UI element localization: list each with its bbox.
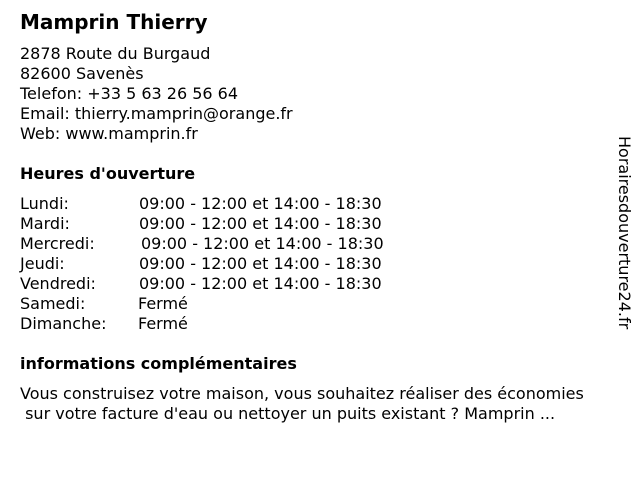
day-label: Lundi: <box>20 194 69 213</box>
hours-row-lundi <box>20 194 580 214</box>
site-watermark: Horairesdouverture24.fr <box>615 136 634 330</box>
hours-row-dimanche <box>20 314 580 334</box>
closed-label: Fermé <box>138 314 188 333</box>
day-label: Vendredi: <box>20 274 96 293</box>
day-label: Mercredi: <box>20 234 95 253</box>
day-label: Jeudi: <box>20 254 65 273</box>
info-heading: informations complémentaires <box>20 354 297 373</box>
description-line: sur votre facture d'eau ou nettoyer un puits existant ? Mamprin ... <box>20 404 556 423</box>
email-address: Email: thierry.mamprin@orange.fr <box>20 104 293 123</box>
phone-number: Telefon: +33 5 63 26 56 64 <box>20 84 239 103</box>
info-description <box>20 384 584 424</box>
day-label: Samedi: <box>20 294 86 313</box>
day-label: Mardi: <box>20 214 70 233</box>
opening-hours-list <box>20 194 580 334</box>
closed-label: Fermé <box>138 294 188 313</box>
hours-row-vendredi <box>20 274 580 294</box>
day-label: Dimanche: <box>20 314 107 333</box>
time-range: 09:00 - 12:00 et 14:00 - 18:30 <box>139 274 382 293</box>
website: Web: www.mamprin.fr <box>20 124 198 143</box>
time-range: 09:00 - 12:00 et 14:00 - 18:30 <box>139 194 382 213</box>
hours-heading: Heures d'ouverture <box>20 164 196 183</box>
street-address: 2878 Route du Burgaud <box>20 44 211 63</box>
postal-city: 82600 Savenès <box>20 64 144 83</box>
business-name: Mamprin Thierry <box>20 10 208 34</box>
description-line: Vous construisez votre maison, vous souhaitez réaliser des économies <box>20 384 584 403</box>
hours-row-mercredi <box>20 234 580 254</box>
hours-row-samedi <box>20 294 580 314</box>
contact-block <box>20 44 293 144</box>
time-range: 09:00 - 12:00 et 14:00 - 18:30 <box>141 234 384 253</box>
time-range: 09:00 - 12:00 et 14:00 - 18:30 <box>139 214 382 233</box>
hours-row-mardi <box>20 214 580 234</box>
time-range: 09:00 - 12:00 et 14:00 - 18:30 <box>139 254 382 273</box>
hours-row-jeudi <box>20 254 580 274</box>
